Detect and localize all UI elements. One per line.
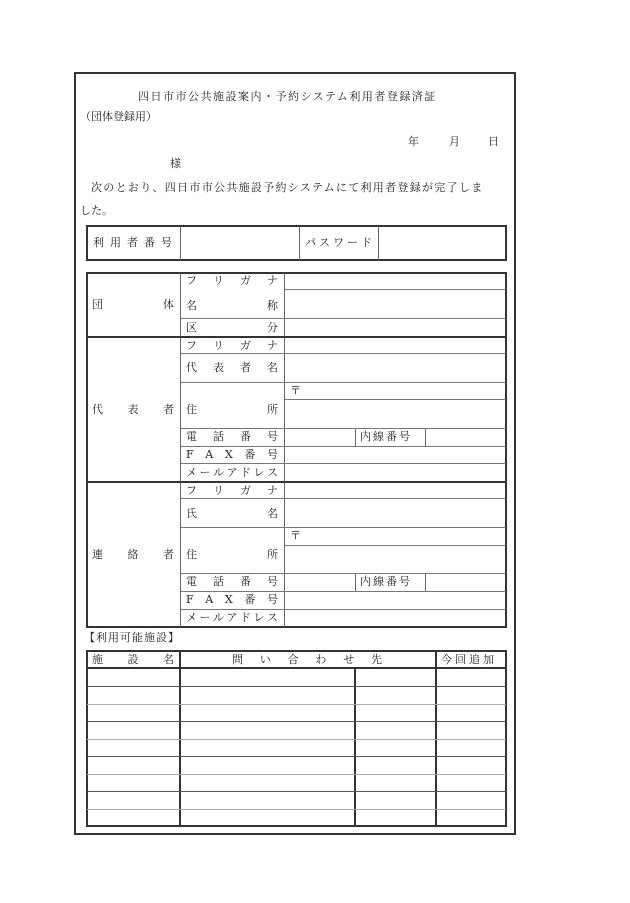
- representative-phone-label: 電 話 番 号: [186, 430, 278, 443]
- facility-row-added-field[interactable]: [437, 722, 506, 737]
- facility-row-added-field[interactable]: [437, 810, 506, 825]
- representative-furigana-field[interactable]: [286, 339, 505, 352]
- facility-row-phone-field[interactable]: [356, 792, 435, 807]
- user-number-field[interactable]: [182, 227, 298, 259]
- representative-postal-field[interactable]: [300, 384, 505, 398]
- date-month-label: 月: [449, 135, 460, 148]
- contact-furigana-field[interactable]: [286, 484, 505, 497]
- organization-furigana-label: フ リ ガ ナ: [186, 274, 278, 287]
- facility-row-phone-field[interactable]: [356, 687, 435, 702]
- facility-row-facility-field[interactable]: [87, 757, 179, 772]
- header-facility-name: 施 設 名: [92, 653, 174, 666]
- contact-email-field[interactable]: [286, 611, 505, 626]
- representative-extension-field[interactable]: [427, 430, 505, 445]
- addressee-suffix: 様: [170, 157, 181, 170]
- divider: [181, 318, 506, 319]
- header-inquiry: 問 い 合 わ せ 先: [232, 653, 382, 666]
- divider: [285, 289, 506, 290]
- user-number-label: 利用者番号: [93, 236, 178, 249]
- representative-extension-label: 内線番号: [360, 430, 412, 443]
- divider: [378, 226, 379, 260]
- contact-name-field[interactable]: [286, 500, 505, 526]
- contact-postal-mark: 〒: [290, 529, 301, 542]
- divider: [299, 226, 300, 260]
- organization-furigana-field[interactable]: [286, 274, 505, 288]
- divider: [181, 446, 506, 447]
- facility-row-facility-field[interactable]: [87, 810, 179, 825]
- representative-phone-field[interactable]: [286, 430, 354, 445]
- facility-row-inquiry-field[interactable]: [181, 792, 354, 807]
- facility-row-facility-field[interactable]: [87, 740, 179, 755]
- representative-group-label: 代 表 者: [92, 403, 174, 416]
- facility-row-phone-field[interactable]: [356, 775, 435, 790]
- facility-row-phone-field[interactable]: [356, 670, 435, 685]
- facility-row-facility-field[interactable]: [87, 687, 179, 702]
- contact-fax-field[interactable]: [286, 593, 505, 608]
- facility-row-facility-field[interactable]: [87, 705, 179, 720]
- document-title: 四日市市公共施設案内・予約システム利用者登録済証: [138, 90, 437, 103]
- facility-row-inquiry-field[interactable]: [181, 810, 354, 825]
- facility-row-facility-field[interactable]: [87, 792, 179, 807]
- facility-row-inquiry-field[interactable]: [181, 722, 354, 737]
- facility-row-added-field[interactable]: [437, 775, 506, 790]
- representative-address-field[interactable]: [286, 401, 505, 427]
- divider: [181, 353, 506, 354]
- divider: [425, 574, 426, 591]
- contact-extension-field[interactable]: [427, 575, 505, 590]
- representative-email-label: メ ー ル ア ド レ ス: [186, 466, 278, 479]
- divider: [355, 574, 356, 591]
- representative-furigana-label: フ リ ガ ナ: [186, 339, 278, 352]
- divider: [181, 609, 506, 610]
- facility-row-inquiry-field[interactable]: [181, 705, 354, 720]
- facility-row-added-field[interactable]: [437, 792, 506, 807]
- facility-row-added-field[interactable]: [437, 740, 506, 755]
- divider: [355, 429, 356, 446]
- divider: [425, 429, 426, 446]
- representative-postal-mark: 〒: [290, 384, 301, 397]
- body-text-line1: 次のとおり、四日市市公共施設予約システムにて利用者登録が完了しま: [91, 181, 484, 194]
- facility-row-facility-field[interactable]: [87, 775, 179, 790]
- organization-name-field[interactable]: [286, 291, 505, 317]
- divider: [181, 498, 506, 499]
- facility-row-phone-field[interactable]: [356, 740, 435, 755]
- contact-name-label: 氏 名: [186, 507, 278, 520]
- facility-row-inquiry-field[interactable]: [181, 757, 354, 772]
- contact-phone-field[interactable]: [286, 575, 354, 590]
- representative-address-label: 住 所: [186, 403, 278, 416]
- facility-row-phone-field[interactable]: [356, 722, 435, 737]
- body-text-line2: した。: [80, 204, 113, 217]
- representative-fax-label: F A X 番 号: [186, 448, 278, 461]
- representative-email-field[interactable]: [286, 465, 505, 480]
- date-year-label: 年: [408, 135, 419, 148]
- contact-email-label: メ ー ル ア ド レ ス: [186, 611, 278, 624]
- contact-fax-label: F A X 番 号: [186, 593, 278, 606]
- representative-name-field[interactable]: [286, 355, 505, 381]
- divider: [181, 527, 506, 528]
- header-added: 今回追加: [441, 653, 497, 666]
- document-subtitle: （団体登録用）: [80, 110, 157, 123]
- facility-row-phone-field[interactable]: [356, 705, 435, 720]
- organization-group-label: 団 体: [92, 298, 174, 311]
- representative-name-label: 代 表 者 名: [186, 361, 278, 374]
- facilities-section-title: 【利用可能施設】: [84, 631, 180, 644]
- contact-furigana-label: フ リ ガ ナ: [186, 484, 278, 497]
- facility-row-added-field[interactable]: [437, 687, 506, 702]
- divider: [181, 428, 506, 429]
- divider: [285, 399, 506, 400]
- facility-row-phone-field[interactable]: [356, 810, 435, 825]
- divider: [181, 573, 506, 574]
- facility-row-inquiry-field[interactable]: [181, 670, 354, 685]
- header-divider: [87, 667, 506, 669]
- contact-postal-field[interactable]: [300, 529, 505, 544]
- facility-row-facility-field[interactable]: [87, 722, 179, 737]
- contact-address-label: 住 所: [186, 548, 278, 561]
- divider: [181, 591, 506, 592]
- facility-row-added-field[interactable]: [437, 705, 506, 720]
- facility-row-inquiry-field[interactable]: [181, 740, 354, 755]
- facility-row-facility-field[interactable]: [87, 670, 179, 685]
- organization-name-label: 名 称: [186, 299, 278, 312]
- facility-row-inquiry-field[interactable]: [181, 687, 354, 702]
- divider: [181, 463, 506, 464]
- section-divider: [87, 481, 506, 483]
- date-day-label: 日: [488, 135, 499, 148]
- password-label: パスワード: [305, 236, 375, 249]
- divider: [285, 545, 506, 546]
- contact-group-label: 連 絡 者: [92, 548, 174, 561]
- password-field[interactable]: [380, 227, 504, 259]
- section-divider: [87, 336, 506, 338]
- facility-row-added-field[interactable]: [437, 670, 506, 685]
- facility-row-phone-field[interactable]: [356, 757, 435, 772]
- facility-row-added-field[interactable]: [437, 757, 506, 772]
- divider: [180, 226, 181, 260]
- contact-extension-label: 内線番号: [360, 575, 412, 588]
- organization-category-label: 区 分: [186, 321, 278, 334]
- facility-row-inquiry-field[interactable]: [181, 775, 354, 790]
- representative-fax-field[interactable]: [286, 448, 505, 462]
- contact-phone-label: 電 話 番 号: [186, 575, 278, 588]
- divider: [181, 382, 506, 383]
- organization-category-field[interactable]: [286, 320, 505, 335]
- contact-address-field[interactable]: [286, 547, 505, 572]
